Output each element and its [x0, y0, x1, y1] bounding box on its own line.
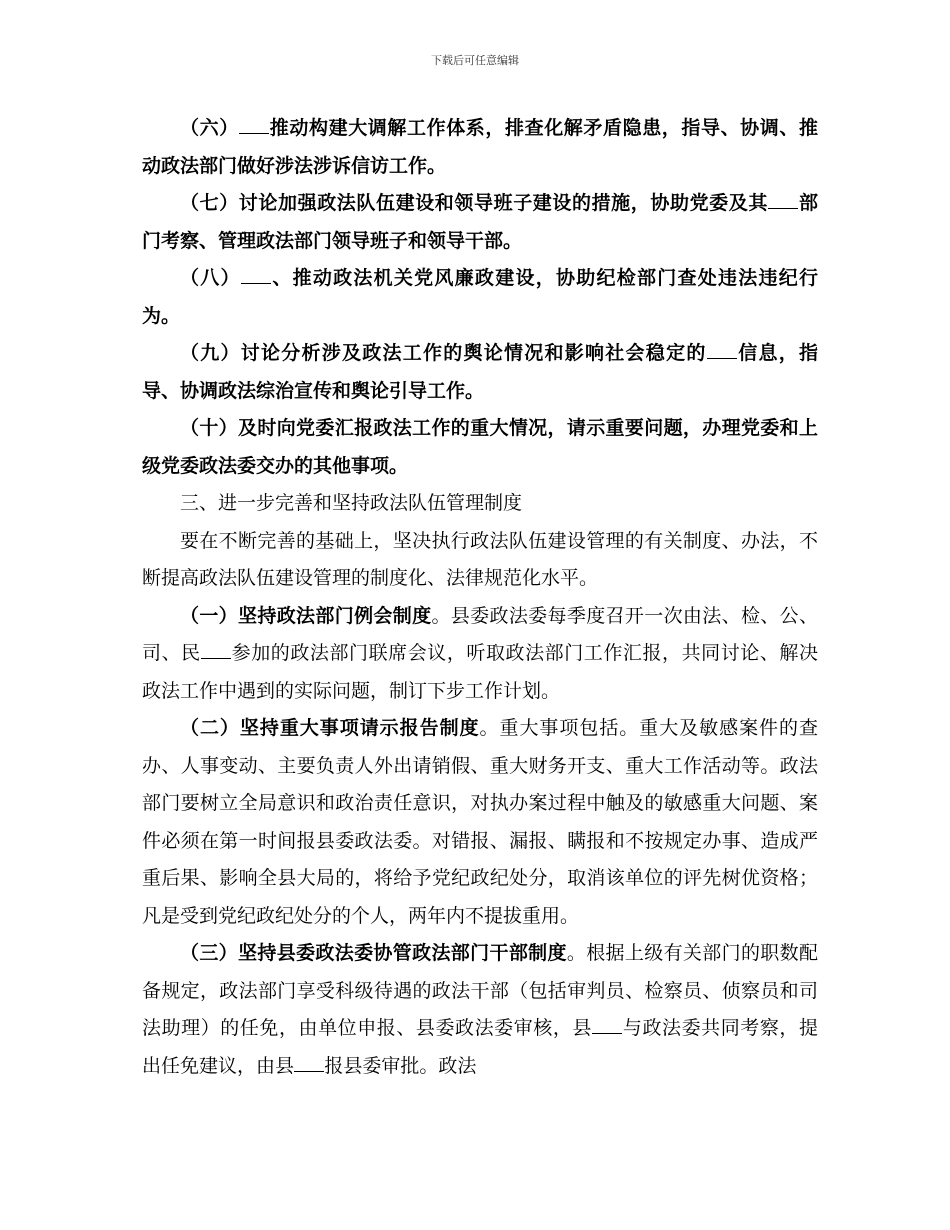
- paragraph-7-start: （七）讨论加强政法队伍建设和领导班子建设的措施，协助党委及其: [180, 192, 768, 214]
- rule-1: [142, 598, 818, 711]
- fill-blank: [294, 1053, 324, 1071]
- fill-blank: [239, 116, 269, 134]
- rule-2-body: 。重大事项包括。重大及敏感案件的查办、人事变动、主要负责人外出请销假、重大财务开支、重大工作活动等。政法部门要树立全局意识和政治责任意识，对执办案过程中触及的敏感重大问题、案件必须在第一时间报县委政法委。对错报、漏报、瞒报和不按规定办事、造成严重后果、影响全县大局的，将给予党纪政纪处分，取消该单位的评先树优资格；凡是受到党纪政纪处分的个人，两年内不提拔重用。: [142, 717, 818, 927]
- rule-2-title: （二）坚持重大事项请示报告制度: [180, 717, 480, 739]
- page-header: 下载后可任意编辑: [431, 54, 519, 67]
- fill-blank: [241, 266, 271, 284]
- paragraph-8-end: 、推动政法机关党风廉政建设，协助纪检部门查处违法违纪行为。: [142, 267, 818, 327]
- paragraph-8: [142, 260, 818, 335]
- section-heading: 三、进一步完善和坚持政法队伍管理制度: [180, 492, 523, 514]
- fill-blank: [201, 641, 231, 659]
- rule-3-body-end: 报县委审批。政法: [324, 1054, 477, 1077]
- rule-1-body-start: 。县委政法委每季度召开一次由法、检、公、司、民: [142, 604, 818, 664]
- rule-3: [142, 935, 818, 1085]
- paragraph-9-end: 信息，指导、协调政法综治宣传和舆论引导工作。: [142, 342, 818, 402]
- rule-2: [142, 710, 818, 935]
- section-intro: 要在不断完善的基础上，坚决执行政法队伍建设管理的有关制度、办法，不断提高政法队伍建设管理的制度化、法律规范化水平。: [142, 529, 818, 589]
- fill-blank: [707, 341, 737, 359]
- document-body: [142, 110, 818, 1085]
- paragraph-9: [142, 335, 818, 410]
- fill-blank: [592, 1016, 622, 1034]
- paragraph-9-start: （九）讨论分析涉及政法工作的舆论情况和影响社会稳定的: [180, 342, 707, 364]
- rule-1-title: （一）坚持政法部门例会制度: [180, 604, 432, 627]
- rule-1-body-end: 参加的政法部门联席会议，听取政法部门工作汇报，共同讨论、解决政法工作中遇到的实际问题，制订下步工作计划。: [142, 642, 818, 702]
- paragraph-6: [142, 110, 818, 185]
- paragraph-6-end: 推动构建大调解工作体系，排查化解矛盾隐患，指导、协调、推动政法部门做好涉法涉诉信访工作。: [142, 117, 818, 177]
- rule-3-body-middle: 与政法委共同考察，提出任免建议，由县: [142, 1017, 818, 1077]
- paragraph-10: （十）及时向党委汇报政法工作的重大情况，请示重要问题，办理党委和上级党委政法委交办的其他事项。: [142, 417, 818, 477]
- paragraph-7: [142, 185, 818, 260]
- rule-3-body-start: 。根据上级有关部门的职数配备规定，政法部门享受科级待遇的政法干部（包括审判员、检察员、侦察员和司法助理）的任免，由单位申报、县委政法委审核，县: [142, 942, 818, 1039]
- rule-3-title: （三）坚持县委政法委协管政法部门干部制度: [180, 942, 567, 964]
- paragraph-8-start: （八）: [180, 267, 241, 289]
- fill-blank: [768, 191, 798, 209]
- paragraph-6-start: （六）: [180, 117, 239, 139]
- paragraph-7-end: 部门考察、管理政法部门领导班子和领导干部。: [142, 192, 818, 252]
